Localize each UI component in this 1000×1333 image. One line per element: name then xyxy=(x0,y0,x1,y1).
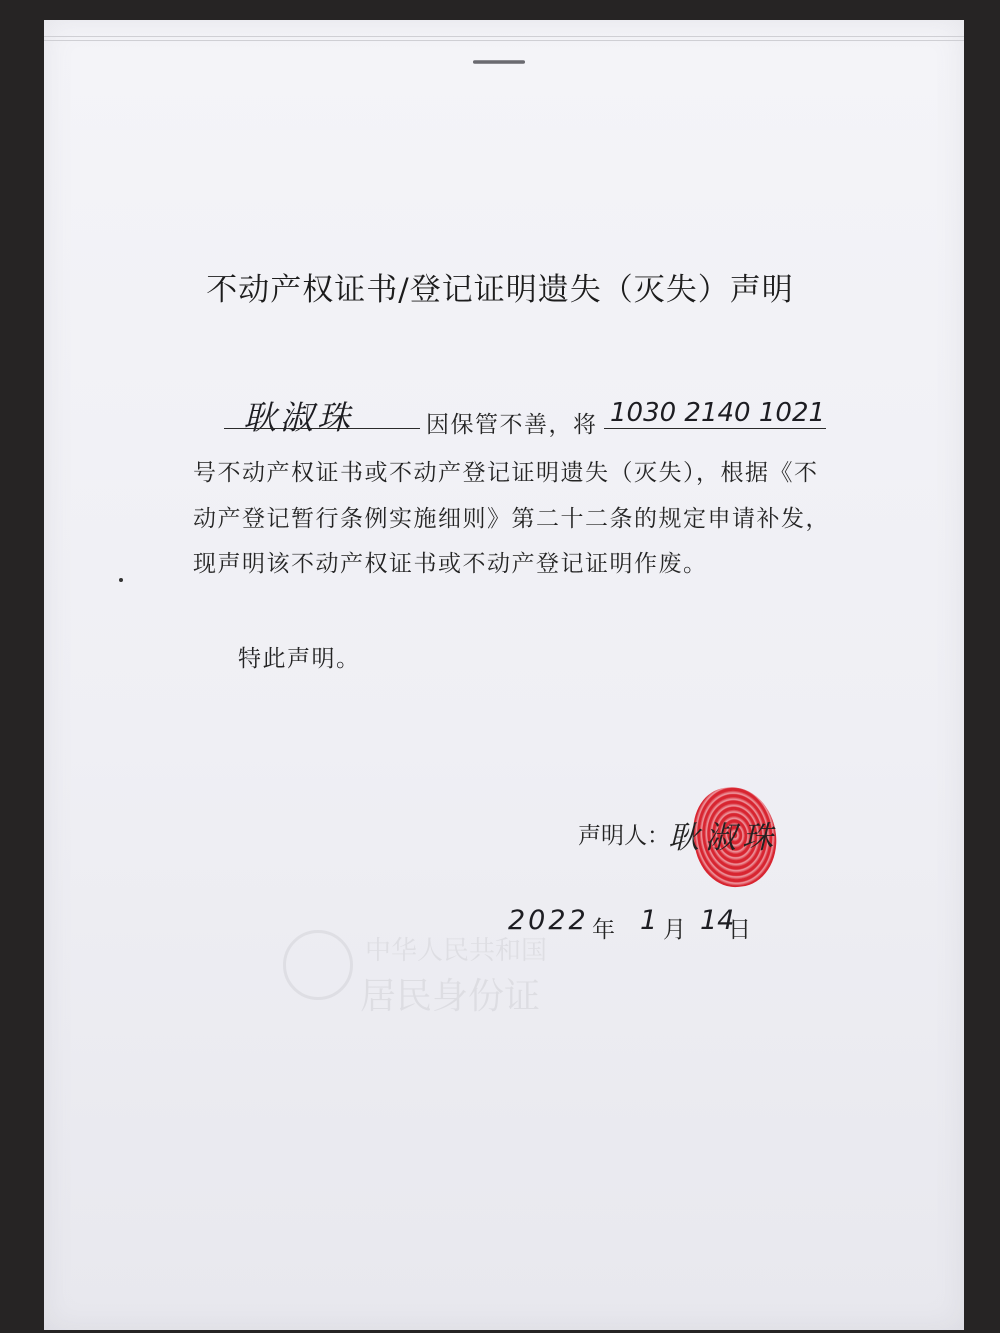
ink-dot xyxy=(119,578,123,582)
certificate-number-handwritten: 1030 2140 1021 xyxy=(610,398,826,428)
watermark-emblem xyxy=(283,930,353,1000)
signature-label: 声明人： xyxy=(578,823,670,849)
paragraph-line: 现声明该不动产权证书或不动产登记证明作废。 xyxy=(193,551,708,577)
watermark-text: 居民身份证 xyxy=(360,976,541,1017)
date-month: 1 xyxy=(640,905,658,936)
paragraph-line: 号不动产权证书或不动产登记证明遗失（灭失），根据《不 xyxy=(193,460,819,486)
declarant-name-handwritten: 耿淑珠 xyxy=(243,398,354,437)
document-title: 不动产权证书/登记证明遗失（灭失）声明 xyxy=(206,272,794,308)
paragraph-line: 动产登记暂行条例实施细则》第二十二条的规定申请补发， xyxy=(193,506,830,532)
number-underline xyxy=(604,428,826,429)
paper-edge xyxy=(44,40,964,41)
document-paper xyxy=(44,20,964,1330)
date-day: 14 xyxy=(700,905,735,936)
date-day-unit: 日 xyxy=(728,917,753,943)
signature-handwritten: 耿淑珠 xyxy=(668,820,779,856)
paper-edge xyxy=(44,36,964,37)
paragraph-line: 因保管不善，将 xyxy=(426,412,598,438)
date-year-unit: 年 xyxy=(592,917,617,943)
name-underline xyxy=(224,428,420,429)
date-year: 2022 xyxy=(508,905,589,936)
staple xyxy=(473,60,525,64)
watermark-text: 中华人民共和国 xyxy=(365,936,548,966)
date-month-unit: 月 xyxy=(663,917,688,943)
closing-statement: 特此声明。 xyxy=(238,646,361,672)
